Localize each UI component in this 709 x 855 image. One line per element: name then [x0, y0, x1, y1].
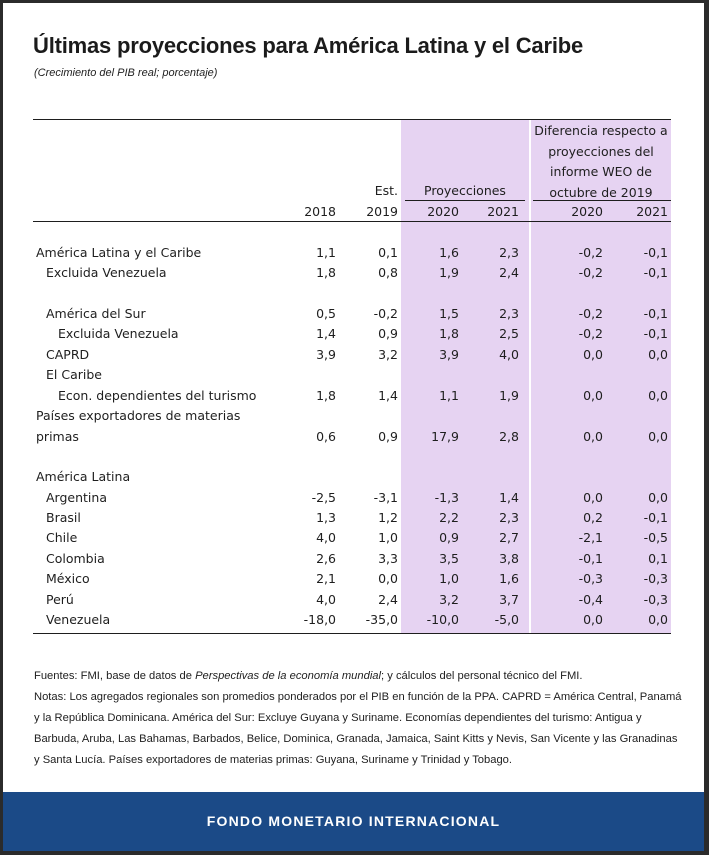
value-cell: 2,5: [499, 326, 519, 341]
value-cell: 0,0: [648, 388, 668, 403]
footer-bar: [3, 792, 704, 851]
value-cell: 0,0: [648, 347, 668, 362]
value-cell: 1,8: [439, 326, 459, 341]
row-label: Econ. dependientes del turismo: [58, 388, 257, 403]
value-cell: -3,1: [373, 490, 398, 505]
value-cell: 0,8: [378, 265, 398, 280]
row-label: primas: [36, 429, 79, 444]
value-cell: 0,6: [316, 429, 336, 444]
year-header-2018: 2018: [304, 204, 336, 219]
value-cell: 17,9: [431, 429, 459, 444]
projections-table: [33, 119, 671, 634]
value-cell: -1,3: [434, 490, 459, 505]
value-cell: 1,4: [378, 388, 398, 403]
projections-label: Proyecciones: [424, 183, 506, 198]
value-cell: -0,1: [643, 265, 668, 280]
projections-rule: [405, 200, 525, 201]
value-cell: 1,0: [439, 571, 459, 586]
value-cell: 0,9: [378, 326, 398, 341]
value-cell: 0,2: [583, 510, 603, 525]
value-cell: -0,5: [643, 530, 668, 545]
page-title: Últimas proyecciones para América Latina y el Caribe: [33, 33, 584, 58]
value-cell: -18,0: [303, 612, 336, 627]
row-label: CAPRD: [46, 347, 90, 362]
value-cell: 3,9: [316, 347, 336, 362]
value-cell: 3,9: [439, 347, 459, 362]
row-label: Colombia: [46, 551, 105, 566]
value-cell: 3,2: [439, 592, 459, 607]
year-header-2020: 2020: [427, 204, 459, 219]
value-cell: 2,8: [499, 429, 519, 444]
value-cell: -0,2: [373, 306, 398, 321]
value-cell: 0,0: [583, 347, 603, 362]
value-cell: 2,3: [499, 306, 519, 321]
value-cell: 2,4: [499, 265, 519, 280]
infographic-card: [3, 3, 704, 851]
value-cell: 1,4: [499, 490, 519, 505]
value-cell: -2,1: [578, 530, 603, 545]
subtitle-text: (Crecimiento del PIB real; porcentaje): [34, 67, 218, 79]
value-cell: 4,0: [499, 347, 519, 362]
value-cell: -0,3: [643, 592, 668, 607]
notes-text: Notas: Los agregados regionales son promedios ponderados por el PIB en función de la PPA. CAPRD = América Central, Panamá y la República Dominicana. América del Sur: Excluye Guyana y Suriname. Economías dependientes del turismo: Antigua y Barbuda, Aruba, Las Bahamas, Barbados, Belice, Dominica, Granada, Jamaica, Saint Kitts y Nevis, San Vicente y las Granadinas y Santa Lucía. Países exportadores de materias primas: Guyana, Suriname y Trinidad y Tobago.: [34, 691, 682, 766]
value-cell: 3,2: [378, 347, 398, 362]
value-cell: 2,2: [439, 510, 459, 525]
difference-header: Diferencia respecto a proyecciones del informe WEO de octubre de 2019: [534, 123, 668, 200]
row-label: Brasil: [46, 510, 81, 525]
value-cell: 0,1: [378, 245, 398, 260]
value-cell: 2,3: [499, 510, 519, 525]
value-cell: -0,4: [578, 592, 603, 607]
year-header-2019: 2019: [366, 204, 398, 219]
value-cell: -0,1: [643, 245, 668, 260]
value-cell: 3,7: [499, 592, 519, 607]
value-cell: -0,3: [578, 571, 603, 586]
value-cell: 2,6: [316, 551, 336, 566]
table-bottom-rule: [33, 633, 671, 634]
sources-prefix: Fuentes: FMI, base de datos de: [34, 670, 196, 682]
table-top-rule: [33, 119, 671, 120]
value-cell: 0,9: [439, 530, 459, 545]
value-cell: 1,5: [439, 306, 459, 321]
row-label: Venezuela: [46, 612, 111, 627]
value-cell: 2,7: [499, 530, 519, 545]
row-label: Excluida Venezuela: [46, 265, 167, 280]
header-bottom-rule: [33, 221, 671, 222]
value-cell: 0,0: [583, 388, 603, 403]
row-label: Excluida Venezuela: [58, 326, 179, 341]
value-cell: 1,8: [316, 265, 336, 280]
value-cell: 0,5: [316, 306, 336, 321]
value-cell: -0,2: [578, 265, 603, 280]
footnotes: [34, 666, 684, 771]
row-label: América Latina y el Caribe: [36, 245, 202, 260]
value-cell: 0,9: [378, 429, 398, 444]
value-cell: 1,9: [499, 388, 519, 403]
value-cell: -0,1: [578, 551, 603, 566]
value-cell: 2,3: [499, 245, 519, 260]
value-cell: 2,1: [316, 571, 336, 586]
value-cell: -0,2: [578, 326, 603, 341]
year-header-2021: 2021: [487, 204, 519, 219]
value-cell: -0,2: [578, 245, 603, 260]
row-label: Países exportadores de materias: [36, 408, 241, 423]
value-cell: -0,1: [643, 510, 668, 525]
value-cell: -2,5: [311, 490, 336, 505]
value-cell: -5,0: [494, 612, 519, 627]
value-cell: 1,6: [499, 571, 519, 586]
value-cell: -0,1: [643, 326, 668, 341]
value-cell: 3,8: [499, 551, 519, 566]
value-cell: 0,0: [648, 429, 668, 444]
value-cell: 4,0: [316, 592, 336, 607]
value-cell: -0,3: [643, 571, 668, 586]
value-cell: -0,2: [578, 306, 603, 321]
value-cell: 0,1: [648, 551, 668, 566]
value-cell: 0,0: [583, 612, 603, 627]
value-cell: 1,2: [378, 510, 398, 525]
value-cell: -35,0: [365, 612, 398, 627]
value-cell: -0,1: [643, 306, 668, 321]
value-cell: 0,0: [378, 571, 398, 586]
value-cell: 1,1: [316, 245, 336, 260]
value-cell: -10,0: [426, 612, 459, 627]
value-cell: 1,9: [439, 265, 459, 280]
value-cell: 2,4: [378, 592, 398, 607]
diff-year-header-2021: 2021: [636, 204, 668, 219]
value-cell: 1,4: [316, 326, 336, 341]
value-cell: 3,5: [439, 551, 459, 566]
value-cell: 1,8: [316, 388, 336, 403]
sources-suffix: ; y cálculos del personal técnico del FMI.: [381, 670, 583, 682]
row-label: América Latina: [36, 469, 131, 484]
value-cell: 0,0: [583, 490, 603, 505]
est-label: Est.: [374, 183, 398, 198]
footer-text: FONDO MONETARIO INTERNACIONAL: [206, 813, 501, 829]
row-label: Chile: [46, 530, 78, 545]
diff-year-header-2020: 2020: [571, 204, 603, 219]
row-label: Perú: [46, 592, 74, 607]
sources-title: Perspectivas de la economía mundial: [195, 670, 382, 682]
value-cell: 4,0: [316, 530, 336, 545]
row-label: Argentina: [46, 490, 107, 505]
value-cell: 0,0: [648, 490, 668, 505]
value-cell: 1,1: [439, 388, 459, 403]
subtitle: [34, 67, 217, 79]
row-label: América del Sur: [46, 306, 146, 321]
value-cell: 3,3: [378, 551, 398, 566]
row-label: México: [46, 571, 90, 586]
value-cell: 1,0: [378, 530, 398, 545]
value-cell: 1,6: [439, 245, 459, 260]
sources-note: [34, 666, 684, 687]
value-cell: 1,3: [316, 510, 336, 525]
row-label: El Caribe: [46, 367, 102, 382]
value-cell: 0,0: [583, 429, 603, 444]
value-cell: 0,0: [648, 612, 668, 627]
